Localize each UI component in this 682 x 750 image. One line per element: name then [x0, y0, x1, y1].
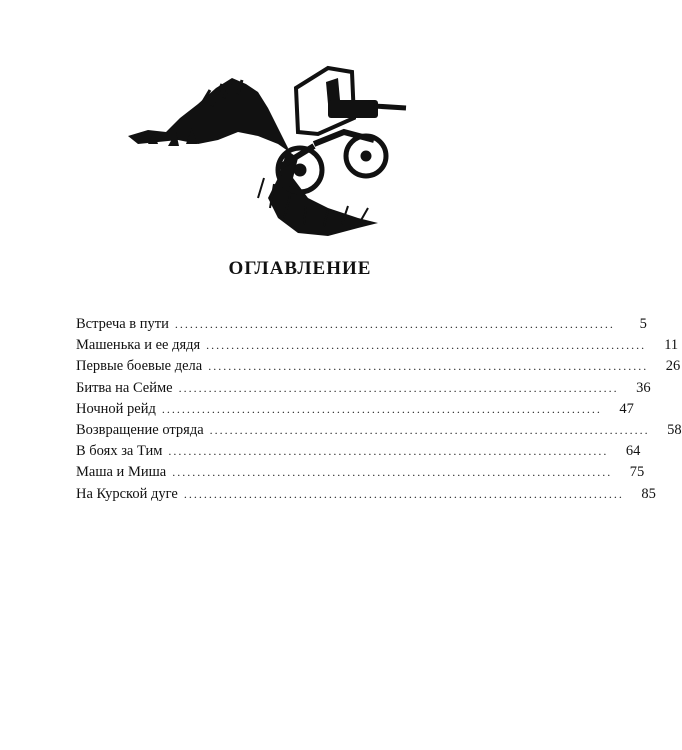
toc-entry-title: Маша и Миша — [76, 464, 167, 481]
toc-entry-page: 5 — [639, 316, 647, 332]
page-title: ОГЛАВЛЕНИЕ — [228, 258, 372, 279]
toc-entry-title: Первые боевые дела — [76, 358, 203, 375]
toc-entry-page: 11 — [664, 337, 679, 354]
toc-entry-title: В боях за Тим — [76, 443, 163, 460]
machine-gun-illustration-icon — [128, 48, 406, 238]
toc-entry-title: Машенька и ее дядя — [76, 337, 201, 354]
toc-entry-page: 36 — [636, 379, 651, 396]
toc-dot-leader: ........................................................................................ — [161, 401, 602, 416]
toc-dot-leader: ........................................................................................ — [208, 359, 649, 374]
toc-entry-title: На Курской дуге — [76, 485, 178, 502]
toc-entry[interactable] — [76, 462, 645, 483]
toc-entry-page: 47 — [619, 400, 634, 417]
toc-entry-title: Битва на Сейме — [76, 379, 173, 396]
table-of-contents — [76, 314, 682, 505]
toc-dot-leader: ........................................................................................ — [209, 422, 650, 437]
toc-dot-leader: ........................................................................................ — [206, 338, 647, 353]
toc-dot-leader: ........................................................................................ — [178, 380, 619, 395]
toc-entry-title: Возвращение отряда — [76, 421, 204, 438]
toc-dot-leader: ........................................................................................ — [174, 317, 615, 331]
toc-entry-page: 58 — [667, 421, 682, 438]
toc-entry-page: 64 — [625, 443, 641, 460]
toc-entry[interactable] — [76, 356, 681, 377]
toc-dot-leader: ........................................................................................ — [168, 444, 609, 459]
toc-entry[interactable] — [76, 314, 647, 335]
toc-entry[interactable] — [76, 441, 641, 462]
toc-dot-leader: ........................................................................................ — [183, 486, 624, 501]
toc-entry-page: 75 — [629, 464, 645, 481]
toc-entry[interactable] — [76, 399, 634, 420]
toc-entry[interactable] — [76, 378, 651, 399]
toc-entry[interactable] — [76, 420, 682, 441]
toc-entry[interactable] — [76, 484, 656, 505]
toc-entry-page: 85 — [641, 485, 656, 502]
toc-entry-title: Ночной рейд — [76, 400, 156, 417]
toc-entry-page: 26 — [665, 358, 681, 375]
toc-entry-title: Встреча в пути — [76, 316, 169, 332]
toc-dot-leader: ........................................................................................ — [172, 465, 613, 480]
toc-entry[interactable] — [76, 335, 679, 356]
